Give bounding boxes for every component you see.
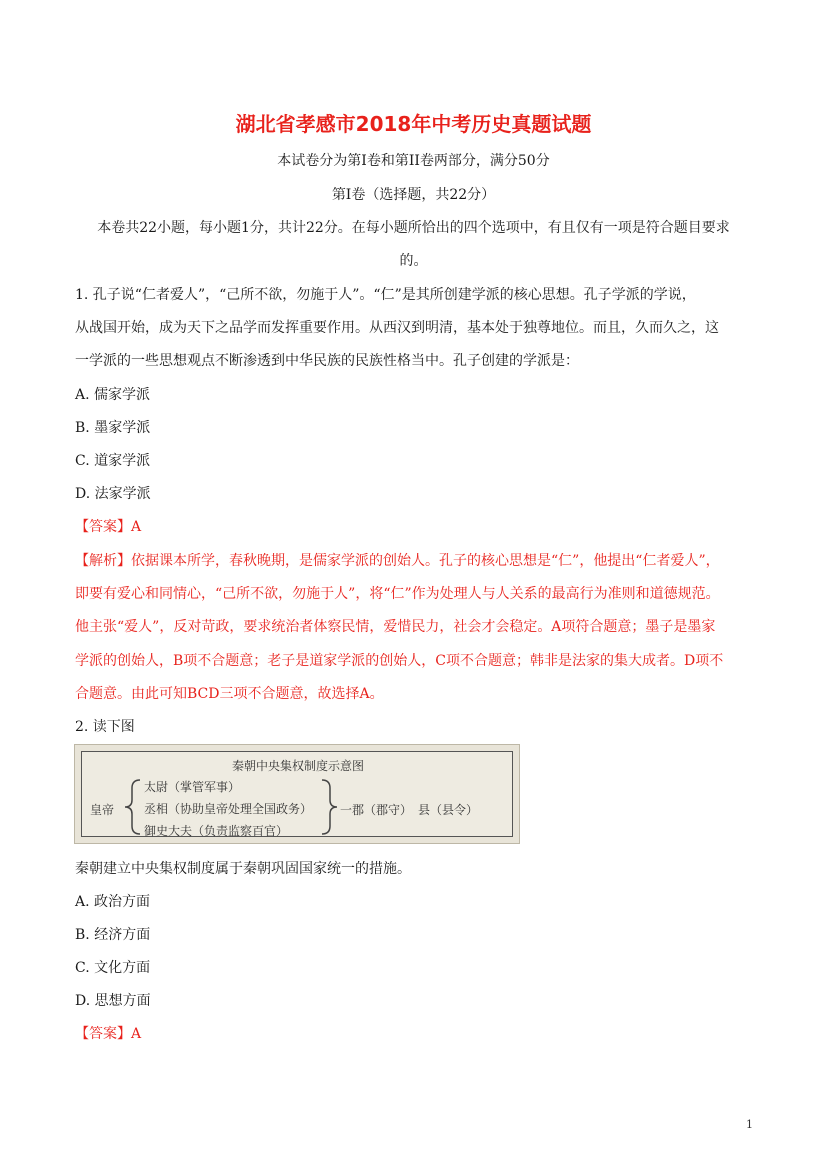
- diagram-official-1: 太尉（掌管军事）: [144, 780, 241, 794]
- q1-analysis-line-1: 【解析】依据课本所学，春秋晚期，是儒家学派的创始人。孔子的核心思想是“仁”，他提出“仁者爱人”，: [75, 553, 720, 569]
- q1-option-b: B. 墨家学派: [75, 420, 151, 436]
- q1-analysis-line-4: 学派的创始人，B项不合题意；老子是道家学派的创始人，C项不合题意；韩非是法家的集大成者。D项不: [75, 653, 724, 669]
- q1-stem-line-3: 一学派的一些思想观点不断渗透到中华民族的民族性格当中。孔子创建的学派是：: [75, 353, 579, 369]
- paper-subtitle: 本试卷分为第I卷和第II卷两部分，满分50分: [277, 153, 550, 169]
- q1-answer: [75, 516, 765, 536]
- q1-stem-line-1: 1. 孔子说“仁者爱人”，“己所不欲，勿施于人”。“仁”是其所创建学派的核心思想。孔子学派的学说，: [75, 287, 696, 303]
- diagram-title: 秦朝中央集权制度示意图: [232, 759, 365, 773]
- q1-option-a: A. 儒家学派: [75, 387, 151, 403]
- q2-statement: 秦朝建立中央集权制度属于秦朝巩固国家统一的措施。: [75, 861, 411, 877]
- answer-label: 【答案】: [75, 519, 131, 535]
- q2-option-c: C. 文化方面: [75, 960, 151, 976]
- left-brace-icon: [122, 778, 144, 836]
- q1-option-d: D. 法家学派: [75, 486, 151, 502]
- diagram-local: 一郡（郡守） 县（县令）: [340, 803, 479, 817]
- diagram-official-2: 丞相（协助皇帝处理全国政务）: [144, 802, 313, 816]
- qin-system-diagram: [74, 744, 520, 844]
- q2-option-b: B. 经济方面: [75, 927, 151, 943]
- instructions-line-1: 本卷共22小题，每小题1分，共计22分。在每小题所恰出的四个选项中，有且仅有一项是符合题目要求: [97, 220, 730, 236]
- page-title: 湖北省孝感市2018年中考历史真题试题: [235, 112, 592, 136]
- q2-answer: [75, 1023, 765, 1043]
- answer-label: 【答案】: [75, 1026, 131, 1042]
- q1-analysis-line-3: 他主张“爱人”，反对苛政，要求统治者体察民情，爱惜民力，社会才会稳定。A项符合题意；墨子是墨家: [75, 619, 716, 635]
- q1-analysis-line-5: 合题意。由此可知BCD三项不合题意，故选择A。: [75, 686, 384, 702]
- section-heading: 第I卷（选择题，共22分）: [331, 187, 496, 203]
- right-brace-icon: [318, 778, 340, 836]
- q1-analysis-line-2: 即要有爱心和同情心，“己所不欲，勿施于人”，将“仁”作为处理人与人关系的最高行为准则和道德规范。: [75, 586, 720, 602]
- q1-option-c: C. 道家学派: [75, 453, 151, 469]
- q2-option-a: A. 政治方面: [75, 894, 151, 910]
- analysis-label: 【解析】: [75, 553, 131, 569]
- q2-stem: 2. 读下图: [75, 719, 135, 735]
- diagram-frame: [81, 751, 513, 837]
- answer-value: A: [131, 1026, 142, 1042]
- instructions-line-2: 的。: [399, 253, 428, 269]
- diagram-emperor: 皇帝: [90, 803, 115, 817]
- q1-stem-line-2: 从战国开始，成为天下之品学而发挥重要作用。从西汉到明清，基本处于独尊地位。而且，久而久之，这: [75, 320, 719, 336]
- diagram-official-3: 御史大夫（负责监察百官）: [144, 824, 289, 838]
- q2-option-d: D. 思想方面: [75, 993, 151, 1009]
- answer-value: A: [131, 519, 142, 535]
- page-number: 1: [746, 1118, 753, 1131]
